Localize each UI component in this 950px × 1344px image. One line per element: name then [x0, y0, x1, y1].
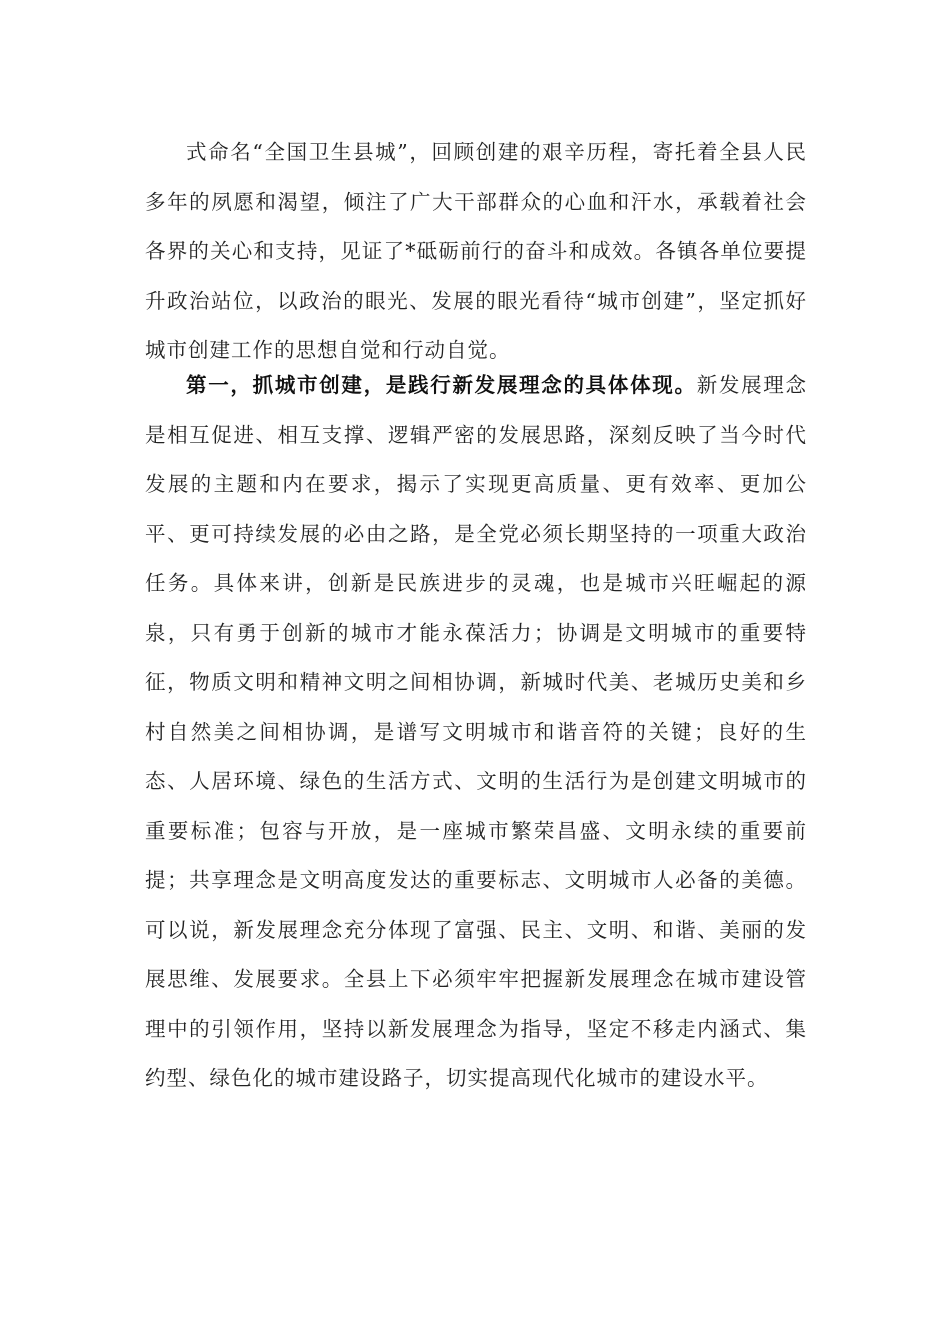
body-paragraph-1 — [145, 128, 807, 376]
paragraph-2-lead-heading: 第一，抓城市创建，是践行新发展理念的具体体现。 — [186, 373, 697, 397]
body-paragraph-2 — [145, 361, 807, 1104]
paragraph-1-text: 式命名“全国卫生县城”，回顾创建的艰辛历程，寄托着全县人民多年的夙愿和渴望，倾注了广大干部群众的心血和汗水，承载着社会各界的关心和支持，见证了*砥砺前行的奋斗和成效。各镇各单位要提升政治站位，以政治的眼光、发展的眼光看待“城市创建”，坚定抓好城市创建工作的思想自觉和行动自觉。 — [145, 140, 807, 362]
paragraph-2-text: 新发展理念是相互促进、相互支撑、逻辑严密的发展思路，深刻反映了当今时代发展的主题和内在要求，揭示了实现更高质量、更有效率、更加公平、更可持续发展的必由之路，是全党必须长期坚持的一项重大政治任务。具体来讲，创新是民族进步的灵魂，也是城市兴旺崛起的源泉，只有勇于创新的城市才能永葆活力；协调是文明城市的重要特征，物质文明和精神文明之间相协调，新城时代美、老城历史美和乡村自然美之间相协调，是谱写文明城市和谐音符的关键；良好的生态、人居环境、绿色的生活方式、文明的生活行为是创建文明城市的重要标准；包容与开放，是一座城市繁荣昌盛、文明永续的重要前提；共享理念是文明高度发达的重要标志、文明城市人必备的美德。可以说，新发展理念充分体现了富强、民主、文明、和谐、美丽的发展思维、发展要求。全县上下必须牢牢把握新发展理念在城市建设管理中的引领作用，坚持以新发展理念为指导，坚定不移走内涵式、集约型、绿色化的城市建设路子，切实提高现代化城市的建设水平。 — [145, 373, 808, 1090]
